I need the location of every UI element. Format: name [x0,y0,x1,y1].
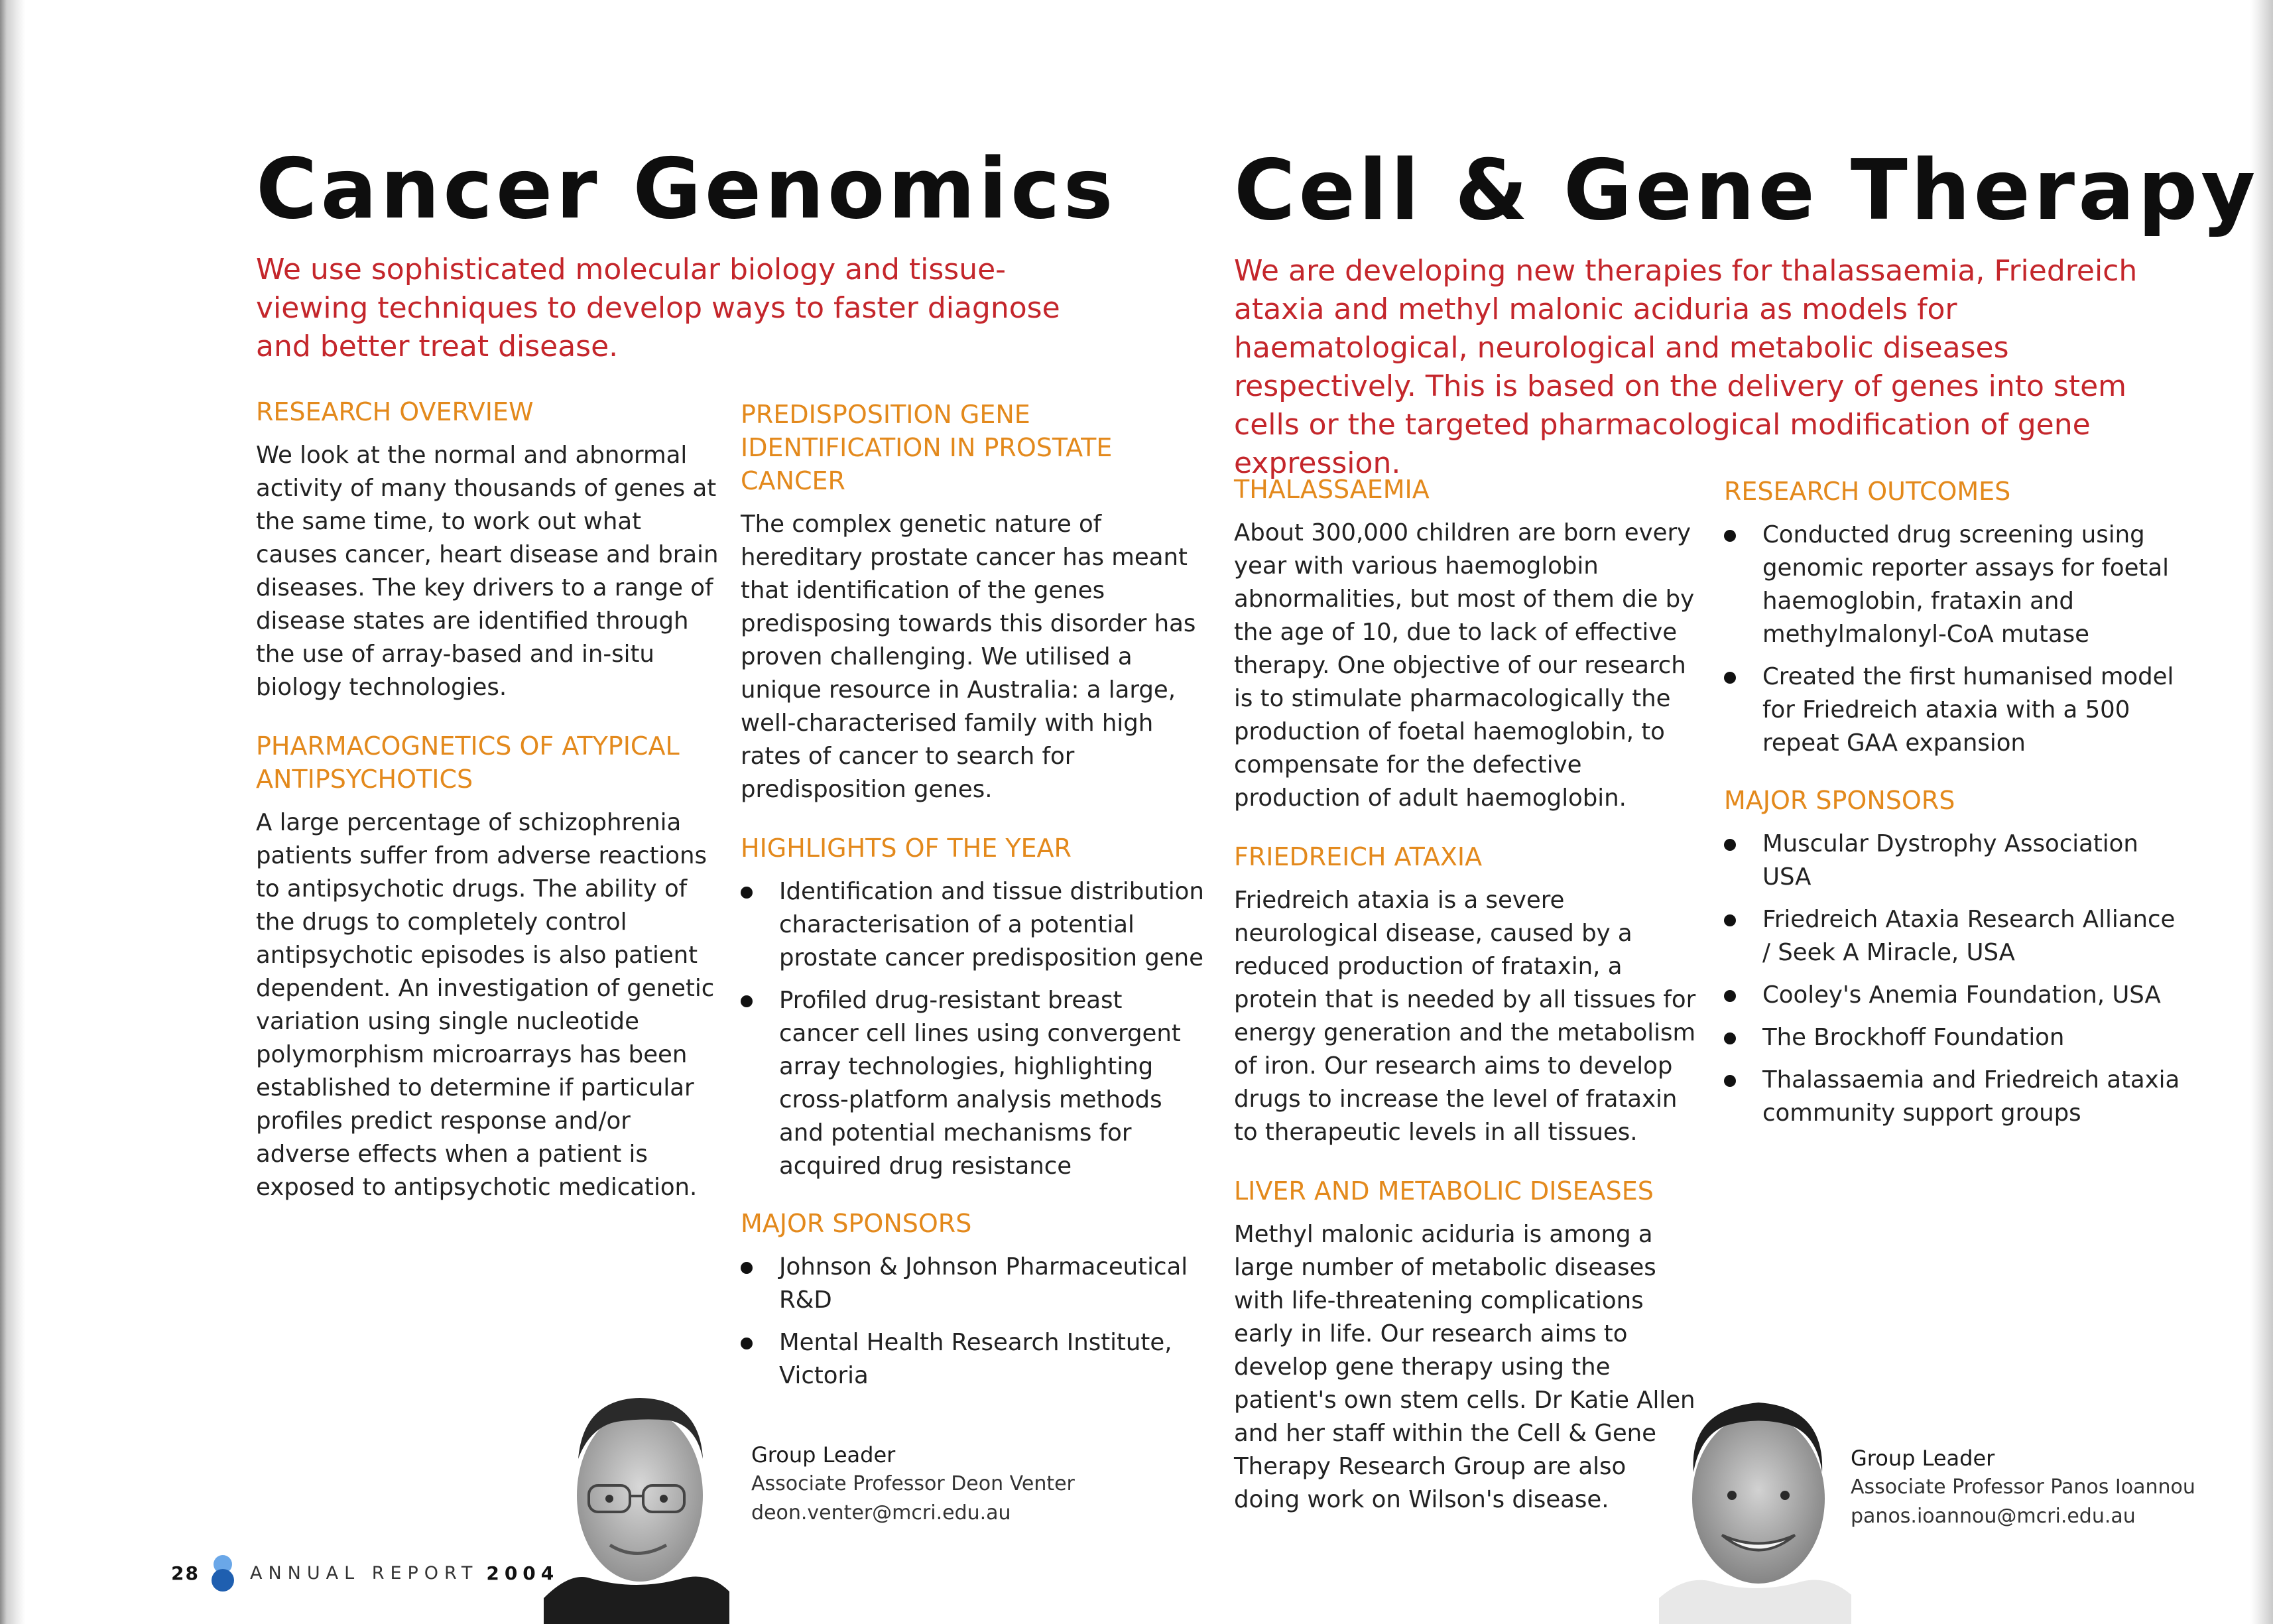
pharmacogenetics-text: A large percentage of schizophrenia patients suffer from adverse reactions to antipsychotic drugs. The ability of the drugs to completely control antipsychotic episodes is also patient dependent. An investigation of genetic variation using single nucleotide polymorphism microarrays has been established to determine if particular profiles predict response and/or adverse effects when a patient is exposed to antipsychotic medication. [256,809,715,1201]
friedreich-ataxia-text: Friedreich ataxia is a severe neurological disease, caused by a reduced production of frataxin, a protein that is needed by all tissues for energy generation and the metabolism of iron. Our research aims to develop drugs to increase the level of frataxin to therapeutic levels in all tissues. [1234,887,1696,1146]
list-item [741,1251,1205,1317]
predisposition-heading: PREDISPOSITION GENE IDENTIFICATION IN PROSTATE CANCER [741,400,1113,495]
highlight-text: Identification and tissue distribution characterisation of a potential prostate cancer predisposition gene [779,878,1204,971]
sponsor-text: Thalassaemia and Friedreich ataxia community support groups [1762,1066,2180,1127]
bullet-icon [741,887,753,899]
predisposition-text: The complex genetic nature of hereditary prostate cancer has meant that identification of the genes predisposing towards this disorder has proven challenging. We utilised a unique resource in Australia: a large, well-characterised family with high rates of cancer to search for predisposition genes. [741,511,1196,803]
logo-graphic [210,1553,235,1593]
cancer-genomics-column-1 [256,395,720,1229]
major-sponsors-heading: MAJOR SPONSORS [741,1209,972,1238]
deon-venter-photo [544,1379,729,1624]
highlights-list [741,875,1205,1183]
research-outcomes-heading: RESEARCH OUTCOMES [1724,477,2011,506]
liver-metabolic-heading: LIVER AND METABOLIC DISEASES [1234,1176,1654,1206]
research-overview-heading: RESEARCH OVERVIEW [256,397,534,426]
page-gutter-left [0,0,25,1624]
list-item [1724,519,2188,651]
sponsor-text: Muscular Dystrophy Association USA [1762,830,2138,891]
cell-gene-therapy-title: Cell & Gene Therapy [1234,141,2259,239]
sponsors-list [741,1251,1205,1393]
bullet-icon [741,1262,753,1274]
outcome-text: Conducted drug screening using genomic reporter assays for foetal haemoglobin, frataxin and methylmalonyl-CoA mutase [1762,521,2169,648]
bullet-icon [1724,672,1736,684]
sponsor-text: Friedreich Ataxia Research Alliance / Seek A Miracle, USA [1762,906,2176,966]
list-item [1724,660,2188,760]
sponsors-list [1724,828,2188,1130]
research-overview-text: We look at the normal and abnormal activity of many thousands of genes at the same time, to work out what causes cancer, heart disease and brain diseases. The key drivers to a range of disease states are identified through the use of array-based and in-situ biology technologies. [256,442,719,701]
bullet-icon [1724,839,1736,851]
bullet-icon [741,1338,753,1349]
mcri-logo-icon [210,1553,235,1593]
sponsor-text: The Brockhoff Foundation [1762,1024,2065,1051]
highlight-text: Profiled drug-resistant breast cancer cell lines using convergent array technologies, highlighting cross-platform analysis methods and potential mechanisms for acquired drug resistance [779,987,1181,1180]
list-item [1724,1021,2188,1054]
liver-metabolic-text: Methyl malonic aciduria is among a large number of metabolic diseases with life-threatening complications early in life. Our research aims to develop gene therapy using the patient's own stem cells. Dr Katie Allen and her staff within the Cell & Gene Therapy Research Group are also doing work on Wilson's disease. [1234,1221,1695,1513]
cell-gene-therapy-column-2 [1724,475,2188,1154]
list-item [1724,903,2188,969]
list-item [741,984,1205,1183]
portrait-image [544,1379,729,1624]
major-sponsors-heading: MAJOR SPONSORS [1724,786,1955,815]
page-gutter-right [2250,0,2273,1624]
bullet-icon [1724,530,1736,542]
cell-gene-therapy-column-1 [1234,473,1698,1542]
cancer-genomics-title: Cancer Genomics [256,140,1117,237]
panos-ioannou-photo [1659,1386,1851,1624]
bullet-icon [1724,990,1736,1002]
bullet-icon [741,995,753,1007]
leader-name: Associate Professor Panos Ioannou [1851,1475,2195,1499]
outcomes-list [1724,519,2188,760]
bullet-icon [1724,1075,1736,1087]
list-item [1724,979,2188,1012]
page-number: 28 [171,1562,200,1584]
cell-gene-therapy-intro: We are developing new therapies for thalassaemia, Friedreich ataxia and methyl malonic aciduria as models for haematological, neurological and metabolic diseases respectively. This is based on the delivery of genes into stem cells or the targeted pharmacological modification of gene expression. [1234,254,2138,480]
leader-email[interactable]: panos.ioannou@mcri.edu.au [1851,1505,2136,1528]
group-leader-label: Group Leader [751,1442,896,1468]
thalassaemia-heading: THALASSAEMIA [1234,475,1430,504]
publication-label: ANNUAL REPORT [249,1562,479,1584]
list-item [1724,1064,2188,1130]
page-footer [171,1553,559,1593]
cancer-genomics-column-2 [741,398,1205,1416]
sponsor-text: Johnson & Johnson Pharmaceutical R&D [779,1253,1188,1314]
publication-year: 2004 [486,1562,560,1584]
group-leader-label: Group Leader [1851,1446,1995,1471]
highlights-heading: HIGHLIGHTS OF THE YEAR [741,834,1072,863]
leader-email[interactable]: deon.venter@mcri.edu.au [751,1501,1011,1525]
list-item [741,875,1205,975]
portrait-image [1659,1386,1851,1624]
sponsor-text: Cooley's Anemia Foundation, USA [1762,981,2161,1009]
thalassaemia-text: About 300,000 children are born every year with various haemoglobin abnormalities, but most of them die by the age of 10, due to lack of effective therapy. One objective of our research is to stimulate pharmacologically the production of foetal haemoglobin, to compensate for the defective production of adult haemoglobin. [1234,519,1695,812]
pharmacogenetics-heading: PHARMACOGNETICS OF ATYPICAL ANTIPSYCHOTICS [256,731,680,794]
list-item [741,1326,1205,1393]
outcome-text: Created the first humanised model for Friedreich ataxia with a 500 repeat GAA expansion [1762,663,2174,757]
bullet-icon [1724,914,1736,926]
cancer-genomics-intro: We use sophisticated molecular biology and tissue-viewing techniques to develop ways to faster diagnose and better treat disease. [256,253,1060,363]
deon-venter-caption [751,1440,1075,1528]
leader-name: Associate Professor Deon Venter [751,1472,1075,1495]
sponsor-text: Mental Health Research Institute, Victoria [779,1329,1172,1389]
list-item [1724,828,2188,894]
panos-ioannou-caption [1851,1444,2195,1531]
bullet-icon [1724,1032,1736,1044]
friedreich-ataxia-heading: FRIEDREICH ATAXIA [1234,842,1483,871]
